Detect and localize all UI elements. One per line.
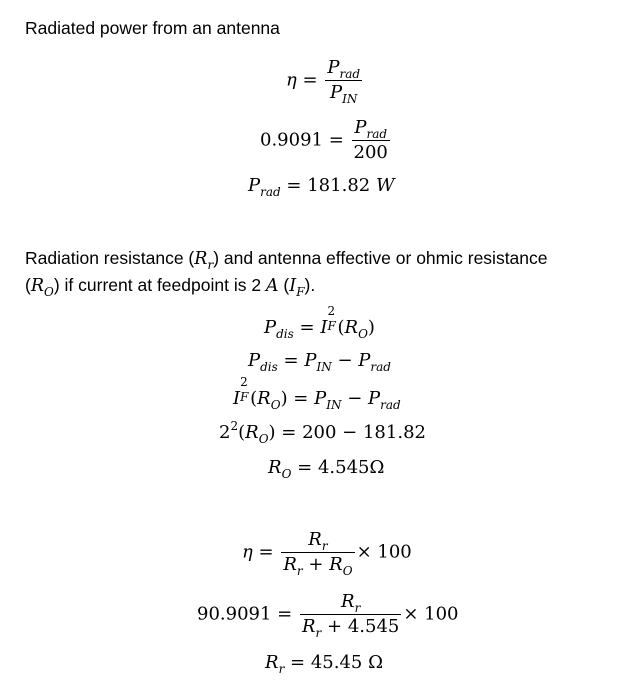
- equation-efficiency-resistance: η = $\frac{R_r}{R_r + R_O}$ × 100: [242, 529, 412, 578]
- equation-radiation-resistance-result: $R_r = 45.45$ Ω: [265, 652, 384, 676]
- equation-dissipated-power-difference: $P_{dis} = P_{IN} - P_{rad}$: [248, 350, 391, 374]
- equation-efficiency-definition: η = $\frac{P_{rad}}{P_{IN}}$: [286, 57, 361, 106]
- equation-dissipated-power-current: $P_{dis} = I$ 2 F $(R_O)$: [264, 304, 375, 341]
- equation-current-resistance-relation: I 2 F $(R_O) = P_{IN} - P_{rad}$: [233, 375, 401, 412]
- equation-current-resistance-substituted: $2^2(R_O) = 200 - 181.82$: [219, 419, 426, 446]
- paragraph-resistance-line-2: $(R_O)$ if current at feedpoint is 2 A $(I_F)$.: [25, 275, 316, 299]
- equation-efficiency-resistance-substituted: 90.9091 = $\frac{R_r}{R_r + 4.545}$ × 100: [197, 591, 459, 640]
- heading-radiated-power: Radiated power from an antenna: [25, 18, 280, 38]
- equation-efficiency-substituted: 0.9091 = $\frac{P_{rad}}{200}$: [260, 117, 388, 163]
- equation-radiated-power-result: $P_{rad} = 181.82$ W: [248, 175, 395, 199]
- paragraph-resistance-line-1: Radiation resistance $(R_r)$ and antenna effective or ohmic resistance: [25, 248, 548, 272]
- equation-ohmic-resistance-result: $R_O = 4.545\Omega$: [268, 457, 385, 481]
